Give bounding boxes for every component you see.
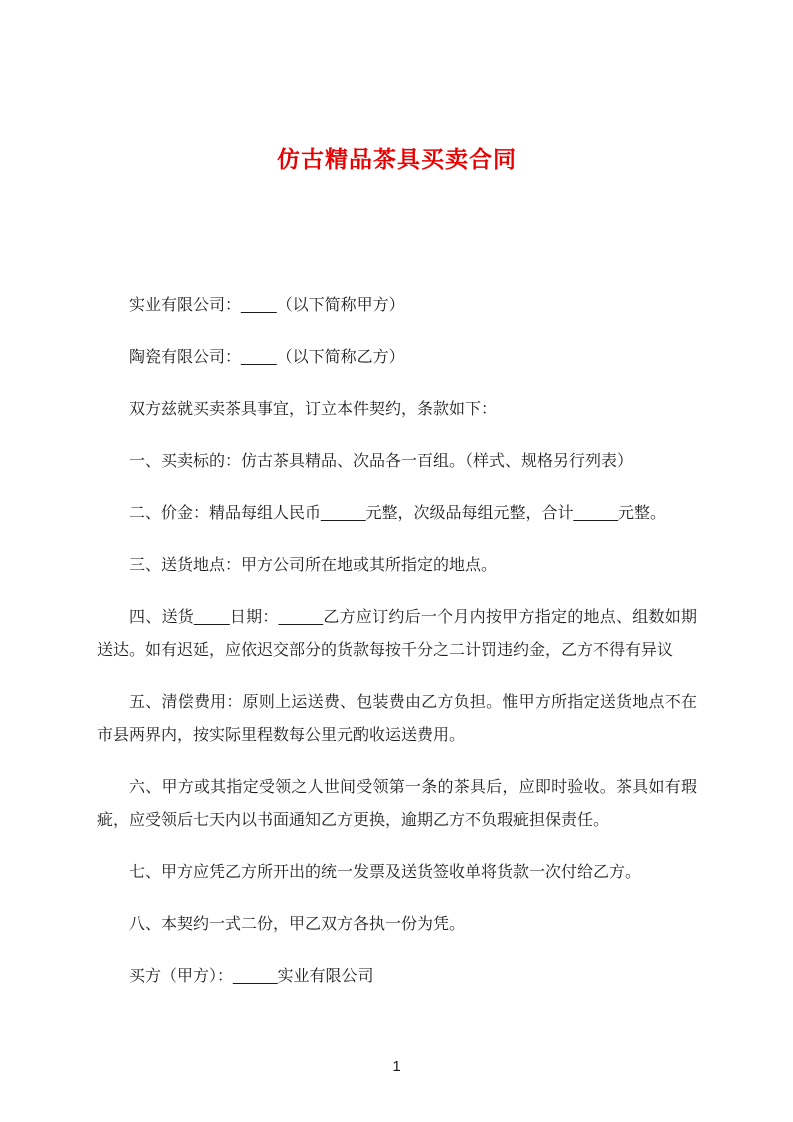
- clause-4-delivery-date: 四、送货____日期：_____乙方应订约后一个月内按甲方指定的地点、组数如期送达。如有迟延，应依迟交部分的货款每按千分之二计罚违约金，乙方不得有异议: [97, 609, 697, 659]
- party-a-line: 实业有限公司：____（以下简称甲方）: [129, 297, 405, 314]
- clause-1-subject: 一、买卖标的：仿古茶具精品、次品各一百组。（样式、规格另行列表）: [129, 453, 634, 470]
- clause-6-inspection: 六、甲方或其指定受领之人世间受领第一条的茶具后，应即时验收。茶具如有瑕疵，应受领后七天内以书面通知乙方更换，逾期乙方不负瑕疵担保责任。: [97, 779, 697, 829]
- clause-2-price: 二、价金：精品每组人民币_____元整，次级品每组元整，合计_____元整。: [129, 505, 666, 522]
- preamble: 双方兹就买卖茶具事宜，订立本件契约，条款如下：: [129, 401, 498, 418]
- clause-7-payment: 七、甲方应凭乙方所开出的统一发票及送货签收单将货款一次付给乙方。: [129, 864, 642, 881]
- clause-5-fees: 五、清偿费用：原则上运送费、包装费由乙方负担。惟甲方所指定送货地点不在市县两界内，按实际里程数每公里元酌收运送费用。: [97, 694, 697, 744]
- buyer-signature-line: 买方（甲方）：_____实业有限公司: [129, 968, 374, 985]
- clause-3-delivery-place: 三、送货地点：甲方公司所在地或其所指定的地点。: [129, 557, 498, 574]
- party-b-line: 陶瓷有限公司：____（以下简称乙方）: [129, 349, 405, 366]
- document-title: 仿古精品茶具买卖合同: [277, 146, 517, 172]
- clause-8-copies: 八、本契约一式二份，甲乙双方各执一份为凭。: [129, 916, 466, 933]
- page-number: 1: [392, 1058, 401, 1075]
